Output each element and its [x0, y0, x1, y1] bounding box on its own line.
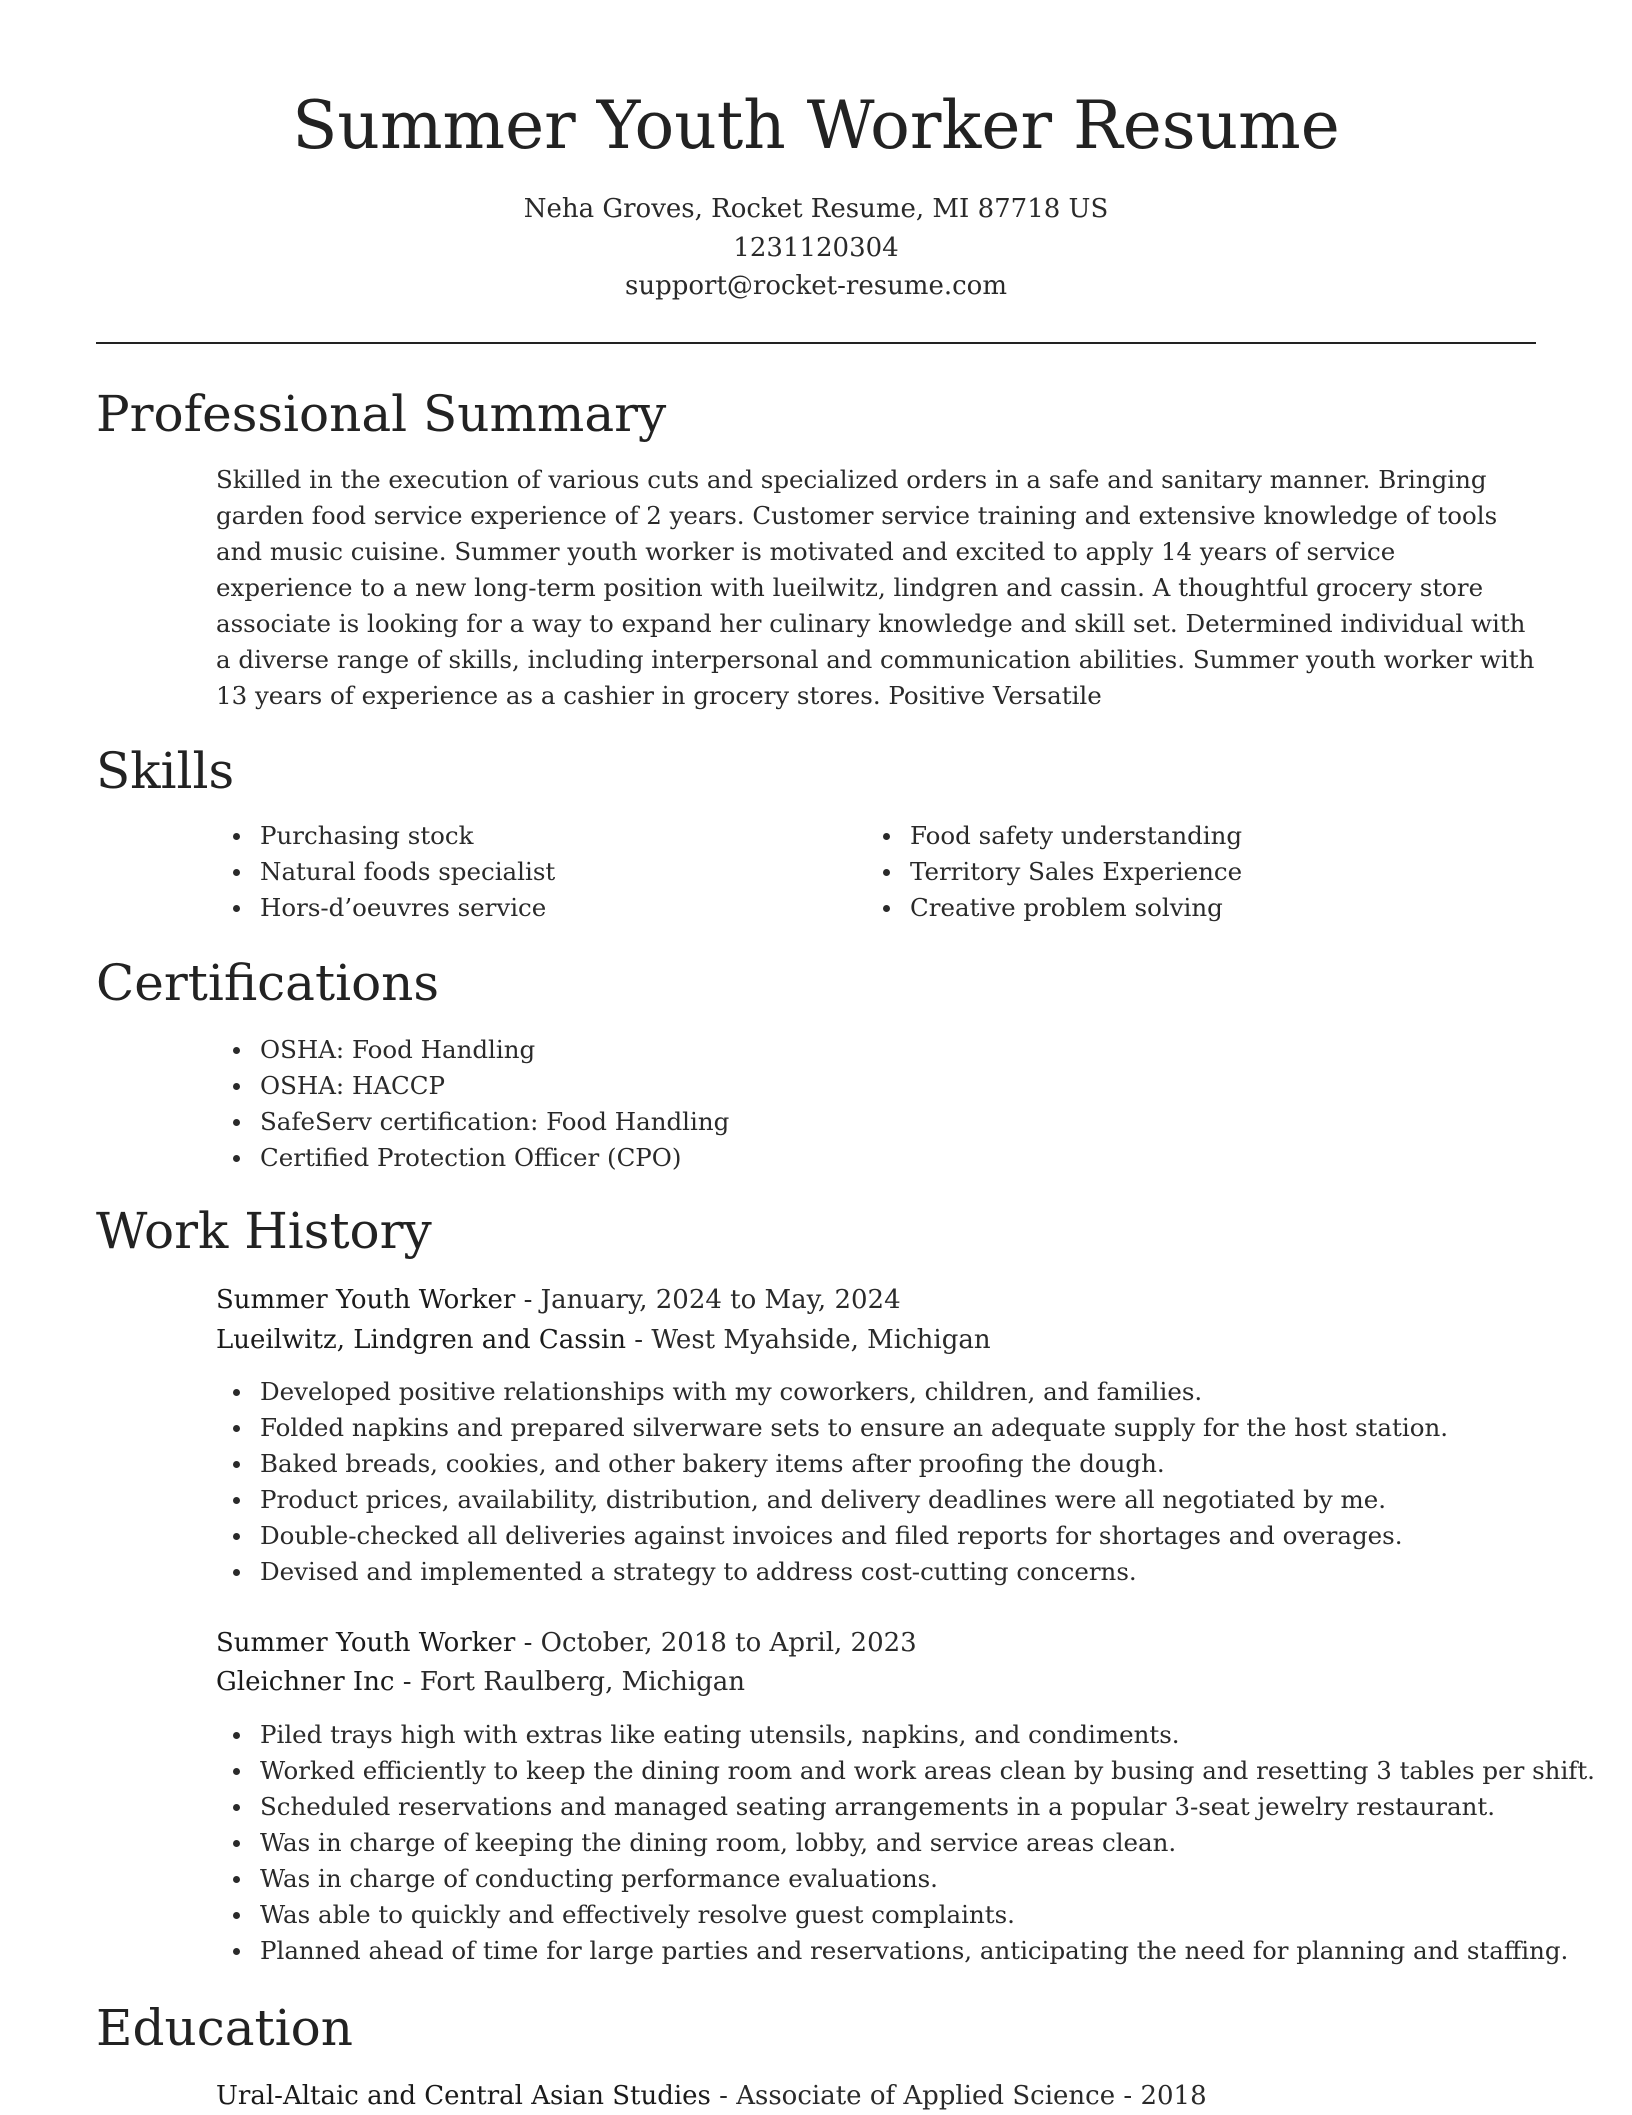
- skill-item: Food safety understanding: [866, 818, 1242, 854]
- job-bullet: Folded napkins and prepared silverware sets to ensure an adequate supply for the host station.: [216, 1410, 1448, 1446]
- job-company: Lueilwitz, Lindgren and Cassin: [216, 1325, 627, 1355]
- job-2-company-line: [216, 1663, 745, 1701]
- certifications-list: [216, 1032, 729, 1176]
- job-bullet: Was able to quickly and effectively resolve guest complaints.: [216, 1897, 1595, 1933]
- job-1-company-line: [216, 1321, 991, 1359]
- summary-heading: Professional Summary: [96, 385, 667, 443]
- skill-item: Creative problem solving: [866, 890, 1242, 926]
- job-bullet: Developed positive relationships with my coworkers, children, and families.: [216, 1374, 1448, 1410]
- job-bullet: Devised and implemented a strategy to address cost-cutting concerns.: [216, 1554, 1448, 1590]
- education-field: Ural-Altaic and Central Asian Studies: [216, 2081, 711, 2111]
- contact-address: Neha Groves, Rocket Resume, MI 87718 US: [523, 194, 1109, 224]
- certification-item: Certified Protection Officer (CPO): [216, 1140, 729, 1176]
- job-company: Gleichner Inc: [216, 1667, 395, 1697]
- certification-item: OSHA: Food Handling: [216, 1032, 729, 1068]
- skills-list-right: [866, 818, 1242, 926]
- summary-text: Skilled in the execution of various cuts and specialized orders in a safe and sanitary manner. Bringing garden food service experience of 2 years. Customer service training and extensive knowledge of tools and music cuisine. Summer youth worker is motivated and excited to apply 14 years of service experience to a new long-term position with lueilwitz, lindgren and cassin. A thoughtful grocery store associate is looking for a way to expand her culinary knowledge and skill set. Determined individual with a diverse range of skills, including interpersonal and communication abilities. Summer youth worker with 13 years of experience as a cashier in grocery stores. Positive Versatile: [216, 465, 1535, 710]
- header-divider: [96, 342, 1536, 344]
- job-2-title-line: [216, 1624, 917, 1662]
- job-title: Summer Youth Worker: [216, 1628, 516, 1658]
- contact-phone: 1231120304: [733, 233, 899, 263]
- work-history-heading: Work History: [96, 1202, 432, 1260]
- job-bullet: Worked efficiently to keep the dining room and work areas clean by busing and resetting 3 tables per shift.: [216, 1753, 1595, 1789]
- certification-item: OSHA: HACCP: [216, 1068, 729, 1104]
- job-1-bullets: [216, 1374, 1448, 1590]
- skill-item: Natural foods specialist: [216, 854, 555, 890]
- job-bullet: Product prices, availability, distribution, and delivery deadlines were all negotiated by me.: [216, 1482, 1448, 1518]
- skill-item: Hors-d’oeuvres service: [216, 890, 555, 926]
- job-bullet: Baked breads, cookies, and other bakery items after proofing the dough.: [216, 1446, 1448, 1482]
- job-location: - West Myahside, Michigan: [626, 1325, 991, 1355]
- job-dates: - January, 2024 to May, 2024: [515, 1285, 901, 1315]
- job-bullet: Piled trays high with extras like eating utensils, napkins, and condiments.: [216, 1717, 1595, 1753]
- job-1-title-line: [216, 1281, 901, 1319]
- job-bullet: Was in charge of conducting performance evaluations.: [216, 1861, 1595, 1897]
- education-degree: - Associate of Applied Science: [710, 2081, 1116, 2111]
- resume-title: Summer Youth Worker Resume: [292, 87, 1340, 164]
- certification-item: SafeServ certification: Food Handling: [216, 1104, 729, 1140]
- education-heading: Education: [96, 1999, 353, 2057]
- job-dates: - October, 2018 to April, 2023: [515, 1628, 917, 1658]
- contact-email: support@rocket-resume.com: [624, 271, 1007, 301]
- job-bullet: Double-checked all deliveries against invoices and filed reports for shortages and overages.: [216, 1518, 1448, 1554]
- job-bullet: Was in charge of keeping the dining room, lobby, and service areas clean.: [216, 1825, 1595, 1861]
- job-2-bullets: [216, 1717, 1595, 1969]
- certifications-heading: Certifications: [96, 954, 440, 1012]
- job-bullet: Scheduled reservations and managed seating arrangements in a popular 3-seat jewelry restaurant.: [216, 1789, 1595, 1825]
- job-location: - Fort Raulberg, Michigan: [394, 1667, 746, 1697]
- job-bullet: Planned ahead of time for large parties and reservations, anticipating the need for planning and staffing.: [216, 1933, 1595, 1969]
- education-year: - 2018: [1115, 2081, 1207, 2111]
- skill-item: Territory Sales Experience: [866, 854, 1242, 890]
- skills-heading: Skills: [96, 742, 235, 800]
- job-title: Summer Youth Worker: [216, 1285, 516, 1315]
- education-line: [216, 2077, 1207, 2115]
- skill-item: Purchasing stock: [216, 818, 555, 854]
- skills-list-left: [216, 818, 555, 926]
